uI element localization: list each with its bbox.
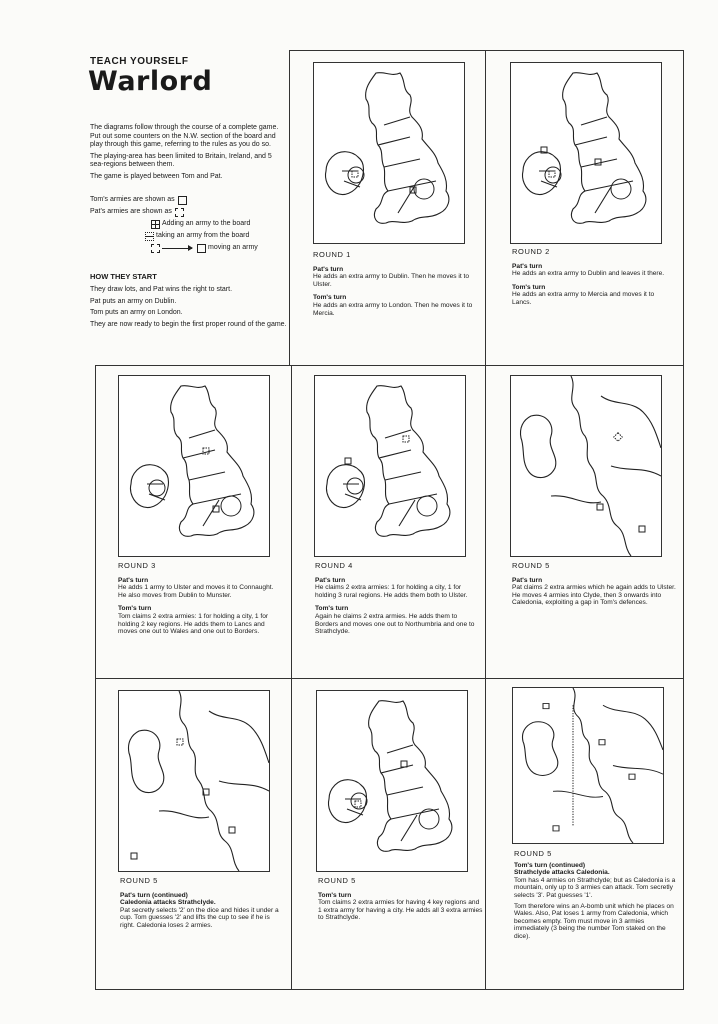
scotland-map <box>119 691 269 871</box>
round-label: ROUND 2 <box>512 247 550 256</box>
legend-add-label: Adding an army to the board <box>162 220 251 227</box>
turn-body: He adds an extra army to Dublin and leaves it there. <box>512 270 665 278</box>
panel-text-8 <box>514 850 680 947</box>
scotland-map <box>513 688 663 843</box>
start-paragraph: They are now ready to begin the first proper round of the game. <box>90 320 287 328</box>
legend-tom-label: Tom's armies are shown as <box>90 196 175 203</box>
turn-heading: Pat's turn <box>313 265 344 273</box>
intro-paragraph: The playing-area has been limited to Britain, Ireland, and 5 sea-regions between them. <box>90 152 272 168</box>
map-round-3 <box>118 375 270 557</box>
grid-line <box>683 50 684 990</box>
turn-body: Tom claims 2 extra armies: 1 for holding a city, 1 for holding 2 key regions. He adds them to Lancs and moves one out to Wales and one out to Borders. <box>118 612 269 636</box>
map-round-1 <box>313 62 465 244</box>
turn-heading: Tom's turn <box>318 891 352 899</box>
legend-pat-label: Pat's armies are shown as <box>90 208 172 215</box>
round-label: ROUND 4 <box>315 561 353 570</box>
turn-heading: Tom's turn (continued) Strathclyde attacks Caledonia. <box>514 861 610 877</box>
panel-text-3 <box>118 562 283 642</box>
pat-army-icon <box>175 208 184 217</box>
turn-body: Again he claims 2 extra armies. He adds them to Borders and moves one out to Northumbria and one to Strathclyde. <box>315 612 475 636</box>
map-round-5d <box>512 687 664 844</box>
round-label: ROUND 1 <box>313 250 351 259</box>
start-text <box>90 286 290 332</box>
turn-heading: Tom's turn <box>512 283 546 291</box>
map-round-5a <box>510 375 662 557</box>
series-label: TEACH YOURSELF <box>90 56 189 67</box>
panel-text-1 <box>313 251 473 323</box>
scotland-map <box>511 376 661 556</box>
turn-body: Tom has 4 armies on Strathclyde; but as Caledonia is a mountain, only up to 3 armies can attack. Tom secretly selects '3'. Pat guesses '1'. <box>514 876 676 899</box>
map-round-5c <box>316 690 468 872</box>
add-army-icon <box>151 220 160 229</box>
start-paragraph: Pat puts an army on Dublin. <box>90 297 177 305</box>
turn-body: He adds an extra army to Mercia and moves it to Lancs. <box>512 291 655 306</box>
grid-line <box>485 50 486 990</box>
legend <box>90 194 290 254</box>
map-round-5b <box>118 690 270 872</box>
turn-body: He adds an extra army to London. Then he moves it to Mercia. <box>313 301 473 317</box>
start-paragraph: Tom puts an army on London. <box>90 309 183 316</box>
start-heading: HOW THEY START <box>90 272 157 281</box>
turn-heading: Pat's turn <box>512 576 543 584</box>
turn-heading: Tom's turn <box>118 605 152 613</box>
grid-line <box>289 50 683 51</box>
page-title: Warlord <box>88 66 213 97</box>
take-army-icon <box>145 232 154 241</box>
panel-text-5 <box>512 562 677 613</box>
round-label: ROUND 3 <box>118 561 156 570</box>
round-label: ROUND 5 <box>514 849 552 858</box>
panel-text-4 <box>315 562 480 642</box>
round-label: ROUND 5 <box>318 876 356 885</box>
move-to-icon <box>197 244 206 253</box>
grid-line <box>289 50 290 366</box>
turn-body: He claims 2 extra armies: 1 for holding a city, 1 for holding 3 rural regions. He adds them both to Ulster. <box>315 584 468 599</box>
panel-text-2 <box>512 248 674 313</box>
britain-map <box>314 63 464 243</box>
britain-map <box>511 63 661 243</box>
start-paragraph: They draw lots, and Pat wins the right to start. <box>90 286 233 293</box>
legend-take <box>90 230 290 242</box>
turn-body: Tom claims 2 extra armies for having 4 key regions and 1 extra army for having a city. He adds all 3 extra armies to Strathclyde. <box>318 899 483 922</box>
turn-body: Pat secretly selects '2' on the dice and hides it under a cup. Tom guesses '2' and lifts the cup to see if he is right. Caledonia loses 2 armies. <box>120 906 279 929</box>
panel-text-7 <box>318 877 483 928</box>
turn-heading: Tom's turn <box>315 605 349 613</box>
legend-add <box>90 218 290 230</box>
turn-body: He adds 1 army to Ulster and moves it to Connaught. He also moves from Dublin to Munster. <box>118 584 274 599</box>
turn-heading: Pat's turn <box>512 262 543 270</box>
intro-paragraph: The game is played between Tom and Pat. <box>90 172 223 180</box>
grid-line <box>95 989 684 990</box>
legend-move <box>90 242 290 254</box>
intro-paragraph: The diagrams follow through the course of a complete game. Put out some counters on the N.W. section of the board and play through this game, referring to the rules as you do so. <box>90 124 279 148</box>
britain-map <box>317 691 467 871</box>
panel-text-6 <box>120 877 285 936</box>
legend-tom <box>90 194 290 206</box>
move-from-icon <box>151 244 160 253</box>
intro-text <box>90 124 280 184</box>
legend-move-label: moving an army <box>208 244 258 251</box>
britain-map <box>315 376 465 556</box>
turn-body: Pat claims 2 extra armies which he again adds to Ulster. He moves 4 armies into Clyde, then 3 onwards into Caledonia, exploiting a gap in Tom's defences. <box>512 584 676 607</box>
legend-pat <box>90 206 290 218</box>
turn-body: He adds an extra army to Dublin. Then he moves it to Ulster. <box>313 273 470 288</box>
turn-heading: Pat's turn <box>315 576 346 584</box>
grid-line <box>95 365 684 366</box>
britain-map <box>119 376 269 556</box>
map-round-4 <box>314 375 466 557</box>
grid-line <box>95 678 684 679</box>
turn-heading: Pat's turn <box>118 576 149 584</box>
turn-heading: Tom's turn <box>313 294 347 302</box>
map-round-2 <box>510 62 662 244</box>
round-label: ROUND 5 <box>120 876 158 885</box>
turn-body: Tom therefore wins an A-bomb unit which he places on Wales. Also, Pat loses 1 army from Caledonia, which becomes empty. Tom must move in 3 armies immediately (3 being the number Tom staked on the dice). <box>514 902 674 940</box>
arrow-icon <box>162 248 192 249</box>
turn-heading: Pat's turn (continued) Caledonia attacks Strathclyde. <box>120 891 216 907</box>
legend-take-label: taking an army from the board <box>156 232 250 239</box>
round-label: ROUND 5 <box>512 561 550 570</box>
tom-army-icon <box>178 196 187 205</box>
